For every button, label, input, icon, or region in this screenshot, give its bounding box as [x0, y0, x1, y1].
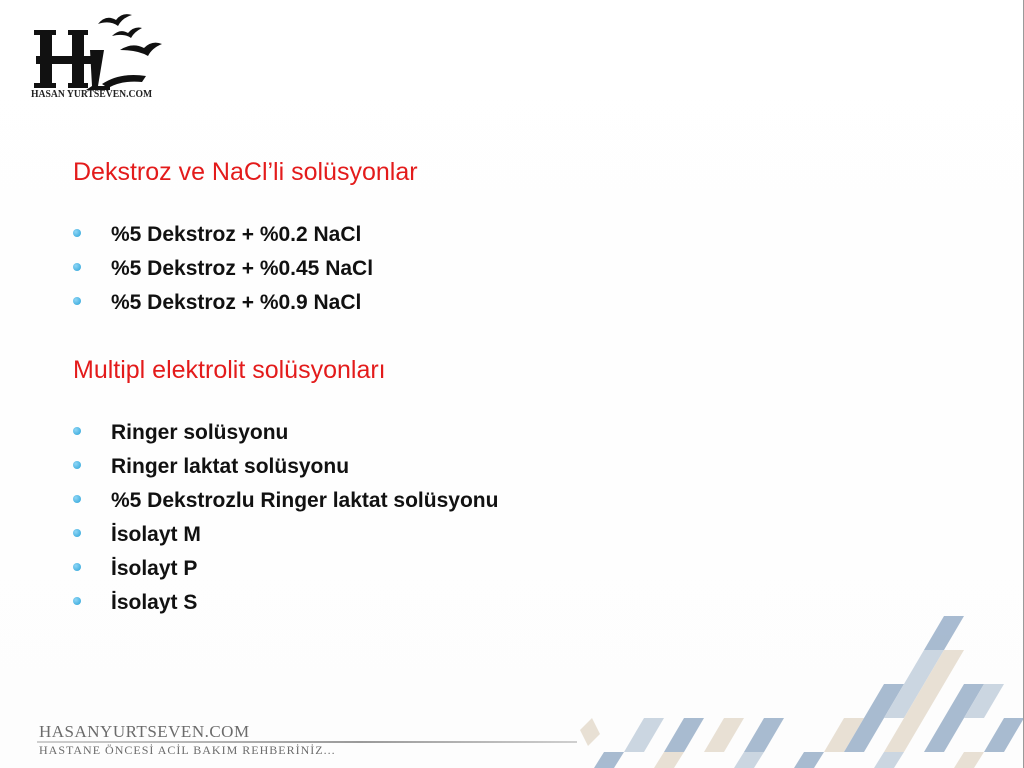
bullet-icon — [73, 229, 81, 237]
bullet-icon — [73, 263, 81, 271]
footer-title: HASANYURTSEVEN.COM — [39, 722, 250, 741]
bullet-icon — [73, 529, 81, 537]
logo-caption: HASAN YURTSEVEN.COM — [31, 89, 153, 100]
list-item: %5 Dekstroz + %0.9 NaCl — [73, 286, 833, 320]
list-item: %5 Dekstrozlu Ringer laktat solüsyonu — [73, 484, 833, 518]
section-heading-electrolyte: Multipl elektrolit solüsyonları — [73, 356, 386, 384]
electrolyte-list — [73, 416, 833, 620]
bullet-icon — [73, 495, 81, 503]
list-item: İsolayt S — [73, 586, 833, 620]
slide-content — [73, 152, 833, 620]
section-heading-dextrose: Dekstroz ve NaCl’li solüsyonlar — [73, 158, 418, 186]
dextrose-list — [73, 218, 833, 320]
list-item: %5 Dekstroz + %0.2 NaCl — [73, 218, 833, 252]
list-item: %5 Dekstroz + %0.45 NaCl — [73, 252, 833, 286]
bullet-icon — [73, 563, 81, 571]
decorative-pattern — [560, 600, 1024, 768]
list-item: Ringer solüsyonu — [73, 416, 833, 450]
bullet-icon — [73, 427, 81, 435]
list-item: İsolayt M — [73, 518, 833, 552]
bullet-icon — [73, 597, 81, 605]
bullet-icon — [73, 297, 81, 305]
footer-subtitle: HASTANE ÖNCESİ ACİL BAKIM REHBERİNİZ... — [39, 743, 336, 757]
list-item: İsolayt P — [73, 552, 833, 586]
bullet-icon — [73, 461, 81, 469]
list-item: Ringer laktat solüsyonu — [73, 450, 833, 484]
